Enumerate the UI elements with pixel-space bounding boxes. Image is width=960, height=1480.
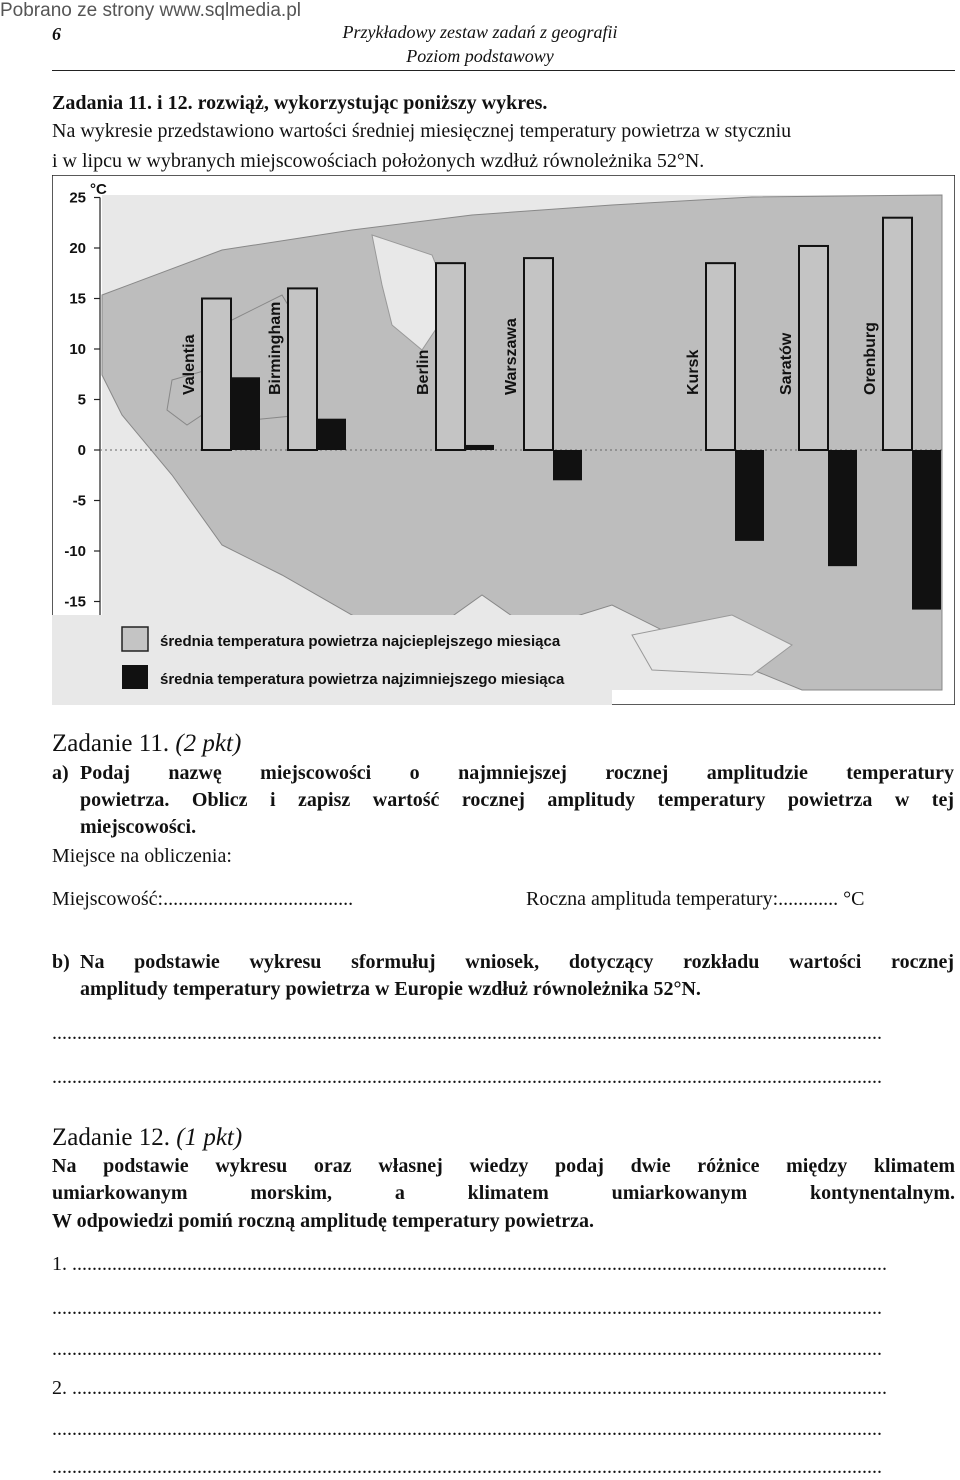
bar-warm-berlin [436, 263, 465, 450]
y-tick-label: 20 [69, 240, 86, 257]
task11-b-marker: b) [52, 951, 70, 973]
task12-title: Zadanie 12. (1 pkt) [52, 1124, 243, 1151]
legend-swatch-warm [122, 627, 148, 651]
header-level: Poziom podstawowy [406, 46, 554, 66]
temperature-chart [52, 175, 955, 705]
task12-answer-2-cont-2[interactable]: ...................................................................................................................................................................... [52, 1456, 882, 1478]
bar-cold-valentia [231, 377, 260, 450]
y-tick-label: -10 [64, 543, 86, 560]
city-label-berlin: Berlin [415, 349, 432, 395]
city-label-saratów: Saratów [778, 332, 795, 395]
y-tick-label: 10 [69, 341, 86, 358]
task12-line-1: Na podstawie wykresu oraz własnej wiedzy podaj dwie różnice między klimatem [52, 1155, 955, 1177]
city-label-kursk: Kursk [685, 349, 702, 395]
task11-b-line-1: Na podstawie wykresu sformułuj wniosek, dotyczący rozkładu wartości rocznej [80, 951, 954, 973]
place-answer-field[interactable]: Miejscowość:...................................... [52, 888, 354, 910]
task11-title: Zadanie 11. (2 pkt) [52, 730, 242, 757]
y-tick-label: 0 [77, 442, 86, 459]
bar-cold-orenburg [912, 450, 941, 610]
y-axis-unit: °C [90, 181, 107, 198]
city-label-orenburg: Orenburg [862, 322, 879, 395]
task11-a-marker: a) [52, 762, 69, 784]
calc-space-label: Miejsce na obliczenia: [52, 845, 232, 867]
legend-label-cold: średnia temperatura powietrza najzimniejszego miesiąca [160, 671, 565, 688]
bar-warm-warszawa [524, 258, 553, 450]
bar-warm-birmingham [288, 288, 317, 450]
legend-label-warm: średnia temperatura powietrza najcieplejszego miesiąca [160, 633, 561, 650]
task12-line-3: W odpowiedzi pomiń roczną amplitudę temperatury powietrza. [52, 1210, 595, 1232]
bar-warm-saratów [799, 246, 828, 450]
task12-line-2: umiarkowanym morskim, a klimatem umiarkowanym kontynentalnym. [52, 1182, 955, 1204]
task12-answer-1-cont-1[interactable]: ...................................................................................................................................................................... [52, 1297, 882, 1319]
intro-lead: Zadania 11. i 12. rozwiąż, wykorzystując poniższy wykres. [52, 92, 548, 114]
bar-warm-valentia [202, 299, 231, 451]
city-label-birmingham: Birmingham [267, 301, 284, 395]
task11-a-line-3: miejscowości. [80, 816, 197, 838]
y-tick-label: 25 [69, 189, 86, 207]
bar-cold-kursk [735, 450, 764, 541]
task12-answer-2-cont-1[interactable]: ...................................................................................................................................................................... [52, 1418, 882, 1440]
bar-warm-kursk [706, 263, 735, 450]
y-tick-label: -5 [72, 492, 86, 510]
y-tick-label: 5 [77, 391, 86, 409]
source-watermark: Pobrano ze strony www.sqlmedia.pl [0, 0, 301, 21]
header-title: Przykładowy zestaw zadań z geografii [342, 22, 618, 42]
intro-line-1: Na wykresie przedstawiono wartości średniej miesięcznej temperatury powietrza w styczniu [52, 120, 792, 142]
city-label-warszawa: Warszawa [503, 318, 520, 395]
amplitude-answer-field[interactable]: Roczna amplituda temperatury:............ °C [526, 888, 865, 910]
task11-b-answer-line-2[interactable]: ...................................................................................................................................................................... [52, 1066, 882, 1088]
y-tick-label: -15 [64, 593, 86, 611]
task11-b-line-2: amplitudy temperatury powietrza w Europie wzdłuż równoleżnika 52°N. [80, 978, 701, 1000]
bar-cold-berlin [465, 445, 494, 450]
intro-line-2: i w lipcu w wybranych miejscowościach położonych wzdłuż równoleżnika 52°N. [52, 150, 705, 172]
task11-a-line-2: powietrza. Oblicz i zapisz wartość rocznej amplitudy temperatury powietrza w tej [80, 789, 954, 811]
header-rule [52, 70, 955, 71]
task11-b-answer-line-1[interactable]: ...................................................................................................................................................................... [52, 1022, 882, 1044]
city-label-valentia: Valentia [181, 334, 198, 395]
y-tick-label: 15 [69, 290, 86, 308]
task12-answer-2[interactable]: 2. ................................................................................................................................................................... [52, 1377, 887, 1399]
bar-warm-orenburg [883, 218, 912, 450]
bar-cold-warszawa [553, 450, 582, 480]
legend-swatch-cold [122, 665, 148, 689]
bar-cold-birmingham [317, 419, 346, 450]
task11-a-line-1: Podaj nazwę miejscowości o najmniejszej rocznej amplitudzie temperatury [80, 762, 954, 784]
page-number: 6 [52, 24, 61, 44]
bar-cold-saratów [828, 450, 857, 566]
task12-answer-1[interactable]: 1. ................................................................................................................................................................... [52, 1253, 887, 1275]
task12-answer-1-cont-2[interactable]: ...................................................................................................................................................................... [52, 1338, 882, 1360]
